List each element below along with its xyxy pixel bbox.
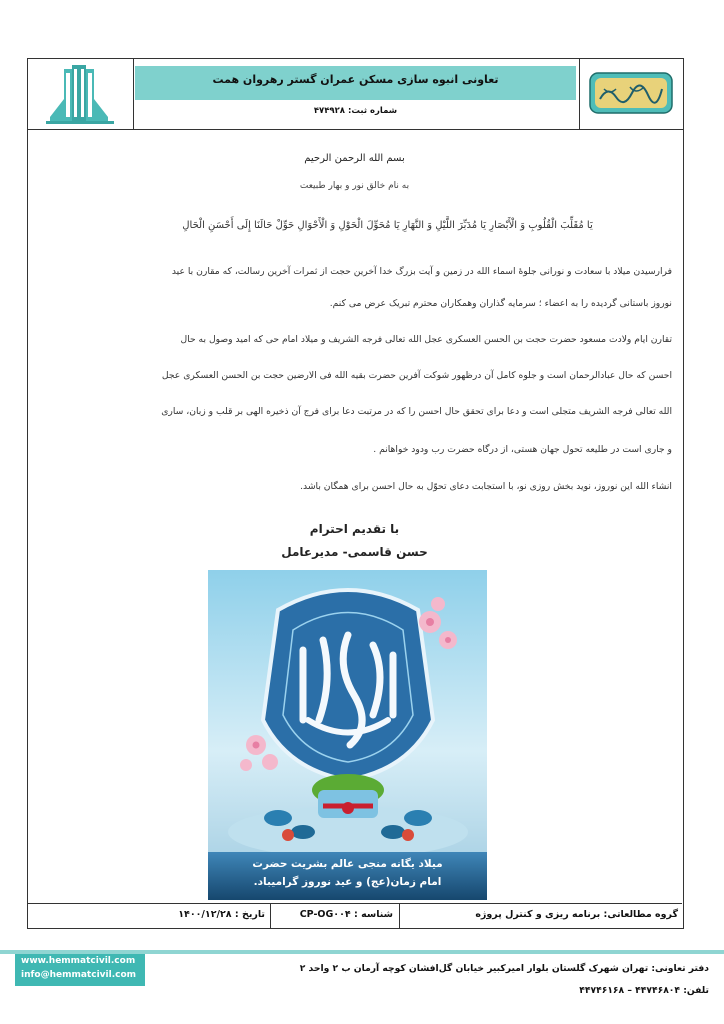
letter-line: احسن که حال عبادالرحمان است و جلوه کامل آن درظهور شوکت آفرین حضرت بقیه الله فی الارضین حجت بن الحسن العسکری عجل [161, 370, 672, 381]
poster-caption-2: امام زمان(عج) و عید نوروز گرامیباد. [253, 876, 442, 888]
study-group: گروه مطالعاتی: برنامه ریزی و کنترل پروژه [475, 909, 678, 920]
document-date-value: ۱۴۰۰/۱۲/۲۸ [178, 909, 232, 920]
website-link[interactable]: www.hemmatcivil.com [21, 956, 136, 966]
poster-image [208, 570, 487, 900]
registration-number: شماره ثبت: ۴۷۴۹۲۸ [313, 106, 398, 116]
form-footer [27, 903, 682, 928]
letter-line: الله تعالی فرجه الشریف متجلی است و دعا برای تحقق حال احسن را که در مرتبت دعا برای فرج آن ذخیره الهی بر قلب و زبان، ساری [161, 406, 672, 417]
building-logo-icon [28, 59, 133, 129]
invocation: به نام خالق نور و بهار طبیعت [299, 181, 410, 191]
signer-name: حسن قاسمی- مدیرعامل [281, 545, 428, 559]
document-id [275, 904, 393, 928]
letter-line: و جاری است در طلیعه تحول جهان هستی، از درگاه حضرت رب ودود خواهانم . [373, 444, 672, 455]
letter-line: نوروز باستانی گردیده را به اعضاء ؛ سرمایه گذاران وهمکاران محترم تبریک عرض می کنم. [329, 298, 672, 309]
nowruz-poster [208, 570, 487, 900]
company-logo-cell [28, 59, 134, 129]
prayer-text: یَا مُقَلِّبَ الْقُلُوبِ وَ الْأَبْصَارِ یَا مُدَبِّرَ اللَّیْلِ وَ النَّهَارِ یَا مُحَوِّلَ الْحَوْلِ وَ الْأَحْوَالِ حَوِّلْ حَالَنَا إِلَى أَحْسَنِ الْحَالِ [182, 220, 593, 231]
poster-caption-1: میلاد یگانه منجی عالم بشریت حضرت [252, 858, 443, 870]
office-phone: تلفن: ۴۴۷۴۶۸۰۴ – ۴۴۷۴۶۱۶۸ [579, 985, 709, 996]
letter-line: فرارسیدن میلاد با سعادت و نورانی جلوهٔ اسماء الله در زمین و آیت بزرگ خدا آخرین حجت از ثمرات آخرین رسالت، که مقارن با عید [171, 266, 672, 277]
letterhead-header [27, 58, 684, 130]
calligraphy-logo-icon [580, 59, 683, 129]
email-link[interactable]: info@hemmatcivil.com [21, 970, 137, 980]
document-date-label: تاریخ : [234, 909, 265, 920]
document-date [87, 904, 265, 928]
document-id-value: CP-OG۰۰۴ [299, 909, 351, 920]
basmala: بسم الله الرحمن الرحیم [304, 153, 405, 164]
letter-line: تقارن ایام ولادت مسعود حضرت حجت بن الحسن العسکری عجل الله تعالی فرجه الشریف و میلاد امام حی که امید وصول به حال [180, 334, 672, 345]
document-id-label: شناسه : [354, 909, 393, 920]
contact-box [15, 954, 145, 986]
letter-line: انشاء الله این نوروز، نوید بخش روزی نو، با استجابت دعای تحوّل به حال احسن برای همگان باشد. [300, 481, 672, 492]
closing-text: با تقدیم احترام [309, 522, 400, 536]
office-address: دفتر تعاونی: تهران شهرک گلستان بلوار امیرکبیر خیابان گل‌افشان کوچه آرمان ب ۲ واحد ۲ [299, 963, 709, 974]
company-title: تعاونی انبوه سازی مسکن عمران گستر رهروان همت [212, 73, 499, 86]
calligraphy-logo-cell [579, 59, 683, 129]
